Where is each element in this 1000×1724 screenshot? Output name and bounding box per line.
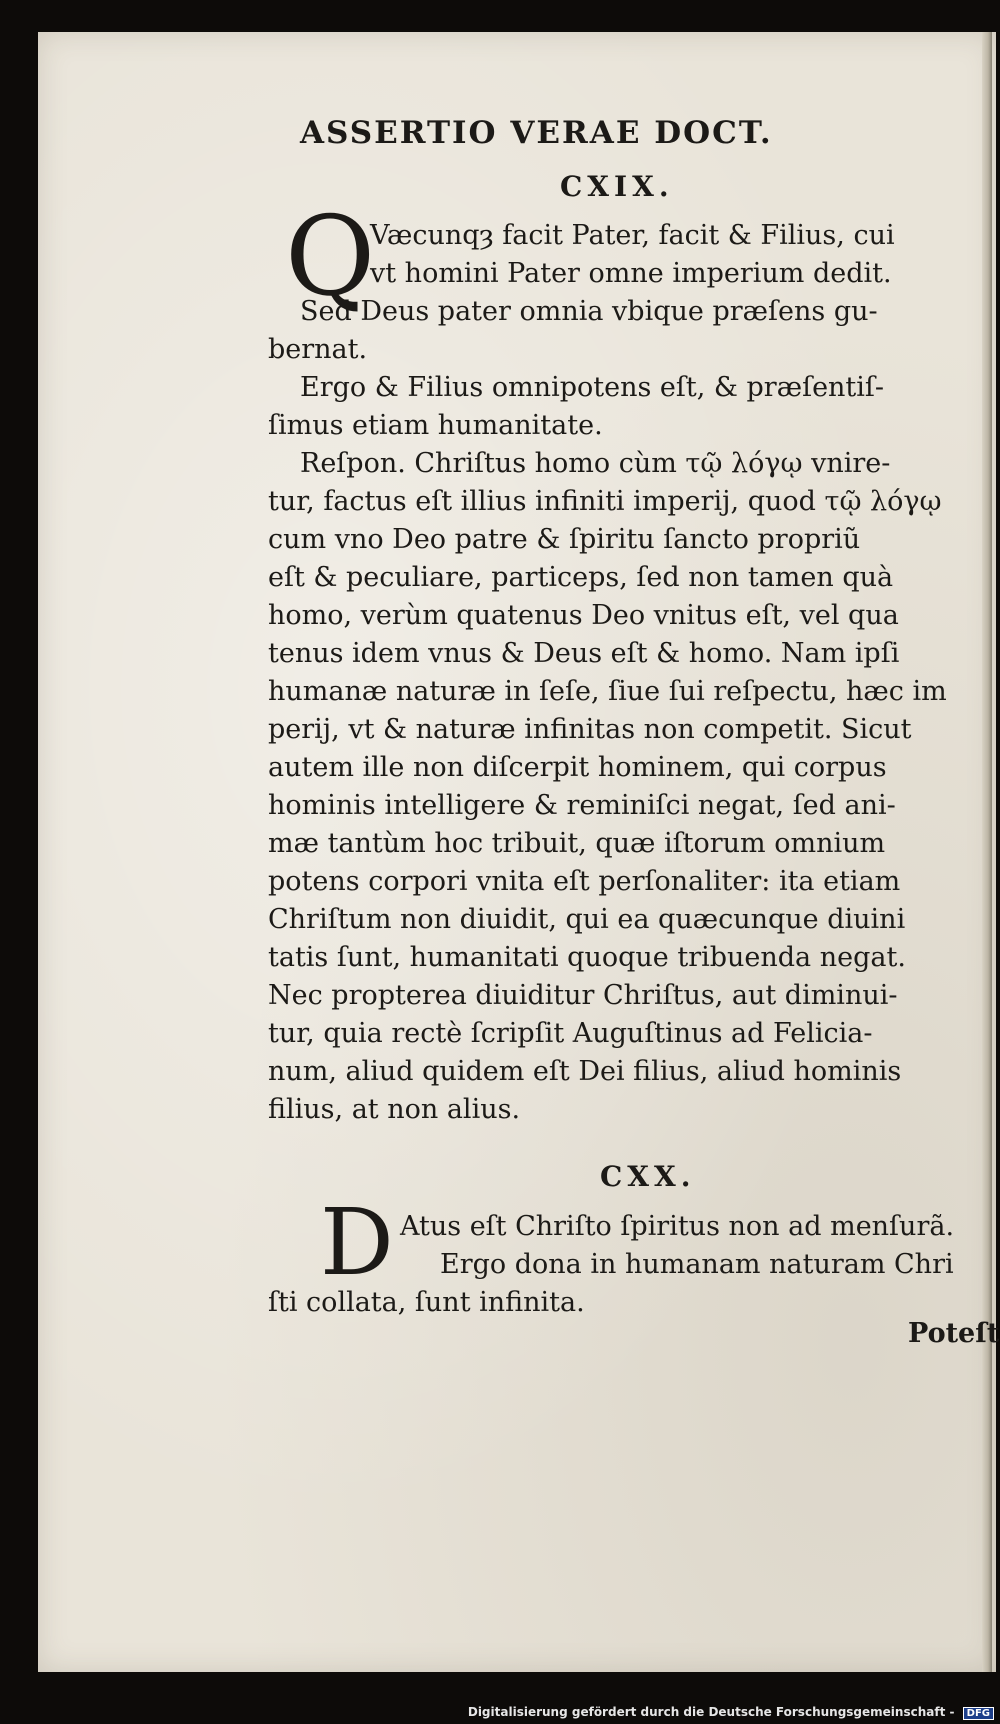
text-line: ſimus etiam humanitate. — [268, 410, 603, 441]
text-line: homo, verùm quatenus Deo vnitus eſt, vel qua — [268, 600, 899, 631]
text-line: Ergo & Filius omnipotens eſt, & præſentiſ- — [300, 372, 885, 403]
text-line: Atus eſt Chriſto ſpiritus non ad menſurã. — [400, 1211, 955, 1242]
text-line: Chriſtum non diuidit, qui ea quæcunque diuini — [268, 904, 906, 935]
text-line: vt homini Pater omne imperium dedit. — [370, 258, 892, 289]
text-line: ſti collata, ſunt infinita. — [268, 1287, 585, 1318]
text-line: autem ille non diſcerpit hominem, qui corpus — [268, 752, 887, 783]
funding-footer — [468, 1705, 994, 1720]
catchword: Poteſt — [908, 1318, 1000, 1349]
text-line: cum vno Deo patre & ſpiritu ſancto propriũ — [268, 524, 861, 555]
footer-text: Digitalisierung gefördert durch die Deutsche Forschungsgemeinschaft - — [467, 1705, 955, 1719]
text-line: perij, vt & naturæ infinitas non competit. Sicut — [268, 714, 912, 745]
drop-cap-d: D — [320, 1189, 394, 1296]
text-line: potens corpori vnita eſt perſonaliter: ita etiam — [268, 866, 901, 897]
text-line: Væcunqȝ facit Pater, facit & Filius, cui — [370, 220, 895, 251]
text-line: tur, factus eſt illius infiniti imperij, quod τῷ λόγῳ — [268, 486, 942, 517]
text-line: Nec propterea diuiditur Chriſtus, aut diminui- — [268, 980, 898, 1011]
text-line: num, aliud quidem eſt Dei filius, aliud hominis — [268, 1056, 902, 1087]
text-line: humanæ naturæ in ſeſe, ſiue ſui reſpectu, hæc im — [268, 676, 947, 707]
page-edge — [982, 32, 992, 1672]
text-line: eſt & peculiare, particeps, ſed non tamen quà — [268, 562, 894, 593]
drop-cap-q: Q — [285, 192, 376, 320]
text-line: Sed Deus pater omnia vbique præſens gu- — [300, 296, 878, 327]
text-line: Reſpon. Chriſtus homo cùm τῷ λόγῳ vnire- — [300, 448, 891, 479]
running-head: ASSERTIO VERAE DOCT. — [300, 115, 773, 151]
text-line: mæ tantùm hoc tribuit, quæ iſtorum omnium — [268, 828, 886, 859]
text-line: hominis intelligere & reminiſci negat, ſed ani- — [268, 790, 896, 821]
text-line: tatis ſunt, humanitati quoque tribuenda negat. — [268, 942, 906, 973]
section-number-cxx: CXX. — [600, 1160, 696, 1193]
text-line: tur, quia rectè ſcripſit Auguſtinus ad Felicia- — [268, 1018, 873, 1049]
section-number-cxix: CXIX. — [560, 170, 674, 203]
text-line: Ergo dona in humanam naturam Chri — [440, 1249, 954, 1280]
dfg-logo: DFG — [963, 1707, 994, 1720]
text-line: bernat. — [268, 334, 368, 365]
text-line: filius, at non alius. — [268, 1094, 521, 1125]
text-line: tenus idem vnus & Deus eſt & homo. Nam ipſi — [268, 638, 900, 669]
